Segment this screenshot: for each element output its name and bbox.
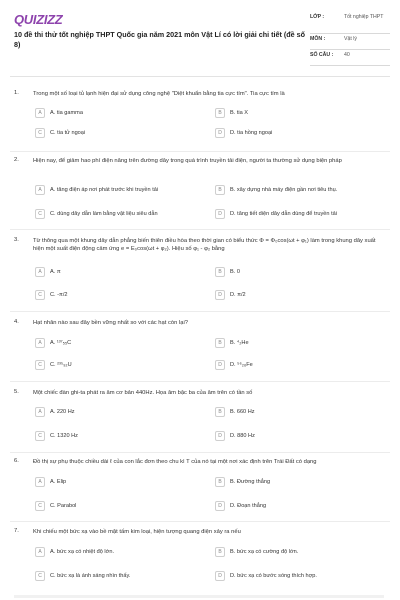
option-label: B. Đường thẳng	[230, 478, 271, 485]
question-6	[0, 458, 400, 518]
question-1	[0, 90, 400, 150]
option-letter-box: B	[215, 185, 225, 195]
question-4	[0, 319, 400, 379]
meta-count-label: SỐ CÂU :	[310, 52, 334, 58]
question-divider	[10, 452, 390, 453]
option-letter-box: B	[215, 267, 225, 277]
question-2	[0, 157, 400, 227]
option-letter-box: D	[215, 431, 225, 441]
option-letter-box: A	[35, 477, 45, 487]
option-letter-box: C	[35, 290, 45, 300]
option-label: C. tia tử ngoại	[50, 129, 86, 136]
question-3	[0, 237, 400, 307]
meta-count-value: 40	[344, 52, 350, 58]
option-letter-box: A	[35, 267, 45, 277]
option-letter-box: C	[35, 360, 45, 370]
question-number: 1.	[14, 90, 19, 96]
option-letter-box: C	[35, 431, 45, 441]
option-label: C. dùng dây dẫn làm bằng vật liệu siêu dẫn	[50, 210, 158, 217]
option-letter-box: A	[35, 338, 45, 348]
question-7	[0, 528, 400, 592]
question-divider	[10, 151, 390, 152]
meta-grade-label: LỚP :	[310, 14, 325, 20]
option-label: A. bức xạ có nhiệt độ lớn.	[50, 548, 115, 555]
question-number: 6.	[14, 458, 19, 464]
question-5	[0, 389, 400, 449]
meta-subject-row	[310, 34, 390, 50]
question-text: Hiện nay, để giảm hao phí điện năng trên đường dây trong quá trình truyền tải điện, người ta thường sử dụng biện pháp	[33, 158, 342, 164]
option-label: A. 220 Hz	[50, 408, 75, 415]
option-label: B. xây dựng nhà máy điện gần nơi tiêu thụ.	[230, 186, 338, 193]
option-label: D. ⁵⁶₂₆Fe	[230, 361, 253, 368]
question-text: Trong một số loại tủ lạnh hiện đại sử dụng công nghệ "Diệt khuẩn bằng tia cực tím". Tia cực tím là	[33, 91, 285, 97]
option-letter-box: B	[215, 407, 225, 417]
option-letter-box: C	[35, 571, 45, 581]
option-letter-box: C	[35, 501, 45, 511]
option-label: B. tia X	[230, 109, 249, 116]
option-letter-box: A	[35, 407, 45, 417]
option-label: C. Parabol	[50, 502, 77, 509]
option-letter-box: C	[35, 128, 45, 138]
option-letter-box: A	[35, 547, 45, 557]
option-letter-box: A	[35, 185, 45, 195]
question-number: 7.	[14, 528, 19, 534]
meta-subject-value: Vật lý	[344, 36, 357, 42]
option-letter-box: B	[215, 477, 225, 487]
meta-subject-label: MÔN :	[310, 36, 326, 42]
meta-grade-value: Tốt nghiệp THPT	[344, 14, 384, 20]
worksheet-meta	[310, 12, 390, 66]
question-number: 5.	[14, 389, 19, 395]
option-letter-box: D	[215, 501, 225, 511]
next-question-preview	[14, 595, 384, 598]
question-text: Khi chiếu một bức xạ vào bề mặt tấm kim loại, hiện tượng quang điện xảy ra nếu	[33, 529, 241, 535]
meta-grade-row	[310, 12, 390, 34]
option-label: A. ¹³⁷₅₅C	[50, 339, 72, 346]
option-label: D. tăng tiết diện dây dẫn dùng để truyền tải	[230, 210, 337, 217]
option-label: A. π	[50, 268, 61, 275]
question-text: Hạt nhân nào sau đây bền vững nhất so với các hạt còn lại?	[33, 320, 188, 326]
option-label: C. -π/2	[50, 291, 68, 298]
option-label: B. 0	[230, 268, 240, 275]
option-label: A. tia gamma	[50, 109, 83, 116]
option-label: A. Elip	[50, 478, 67, 485]
option-label: D. tia hồng ngoại	[230, 129, 273, 136]
option-label: B. ⁴₂He	[230, 339, 249, 346]
question-divider	[10, 311, 390, 312]
option-letter-box: B	[215, 547, 225, 557]
option-label: A. tăng điện áp nơi phát trước khi truyền tải	[50, 186, 159, 193]
option-label: C. 1320 Hz	[50, 432, 78, 439]
option-letter-box: D	[215, 128, 225, 138]
option-letter-box: B	[215, 338, 225, 348]
option-letter-box: D	[215, 290, 225, 300]
option-label: B. 660 Hz	[230, 408, 255, 415]
question-divider	[10, 521, 390, 522]
option-label: D. Đoạn thẳng	[230, 502, 267, 509]
header-divider	[10, 76, 390, 77]
quizizz-logo: QUIZIZZ	[14, 12, 63, 27]
option-letter-box: D	[215, 360, 225, 370]
option-label: D. bức xạ có bước sóng thích hợp.	[230, 572, 317, 579]
question-text: Một chiếc đàn ghi-ta phát ra âm cơ bản 440Hz. Họa âm bậc ba của âm trên có tần số	[33, 390, 253, 396]
meta-count-row	[310, 50, 390, 66]
question-number: 4.	[14, 319, 19, 325]
question-text: Đồ thị sự phụ thuộc chiều dài ℓ của con lắc đơn theo chu kì T của nó tại một nơi xác định trên Trái Đất có dạng	[33, 459, 317, 465]
question-text: Từ thông qua một khung dây dẫn phẳng biến thiên điều hòa theo thời gian có biểu thức Φ = Φ₀cos(ωt + φ₁) làm trong khung dây xuất hiện một suất điện động cảm ứng e = E₀cos(ωt + φ₂). Hiệu số φ₁ - φ₂ bằng	[33, 238, 376, 252]
worksheet-header	[0, 0, 400, 72]
option-letter-box: D	[215, 571, 225, 581]
question-number: 3.	[14, 237, 19, 243]
option-letter-box: B	[215, 108, 225, 118]
option-letter-box: D	[215, 209, 225, 219]
question-divider	[10, 229, 390, 230]
worksheet-title: 10 đề thi thử tốt nghiệp THPT Quốc gia năm 2021 môn Vật Lí có lời giải chi tiết (đề số 8)	[14, 30, 306, 49]
option-label: C. bức xạ là ánh sáng nhìn thấy.	[50, 572, 131, 579]
option-label: B. bức xạ có cường độ lớn.	[230, 548, 299, 555]
option-letter-box: C	[35, 209, 45, 219]
option-label: D. 880 Hz	[230, 432, 255, 439]
question-divider	[10, 381, 390, 382]
option-label: D. π/2	[230, 291, 246, 298]
question-number: 2.	[14, 157, 19, 163]
option-letter-box: A	[35, 108, 45, 118]
option-label: C. ²³⁵₉₂U	[50, 361, 72, 368]
